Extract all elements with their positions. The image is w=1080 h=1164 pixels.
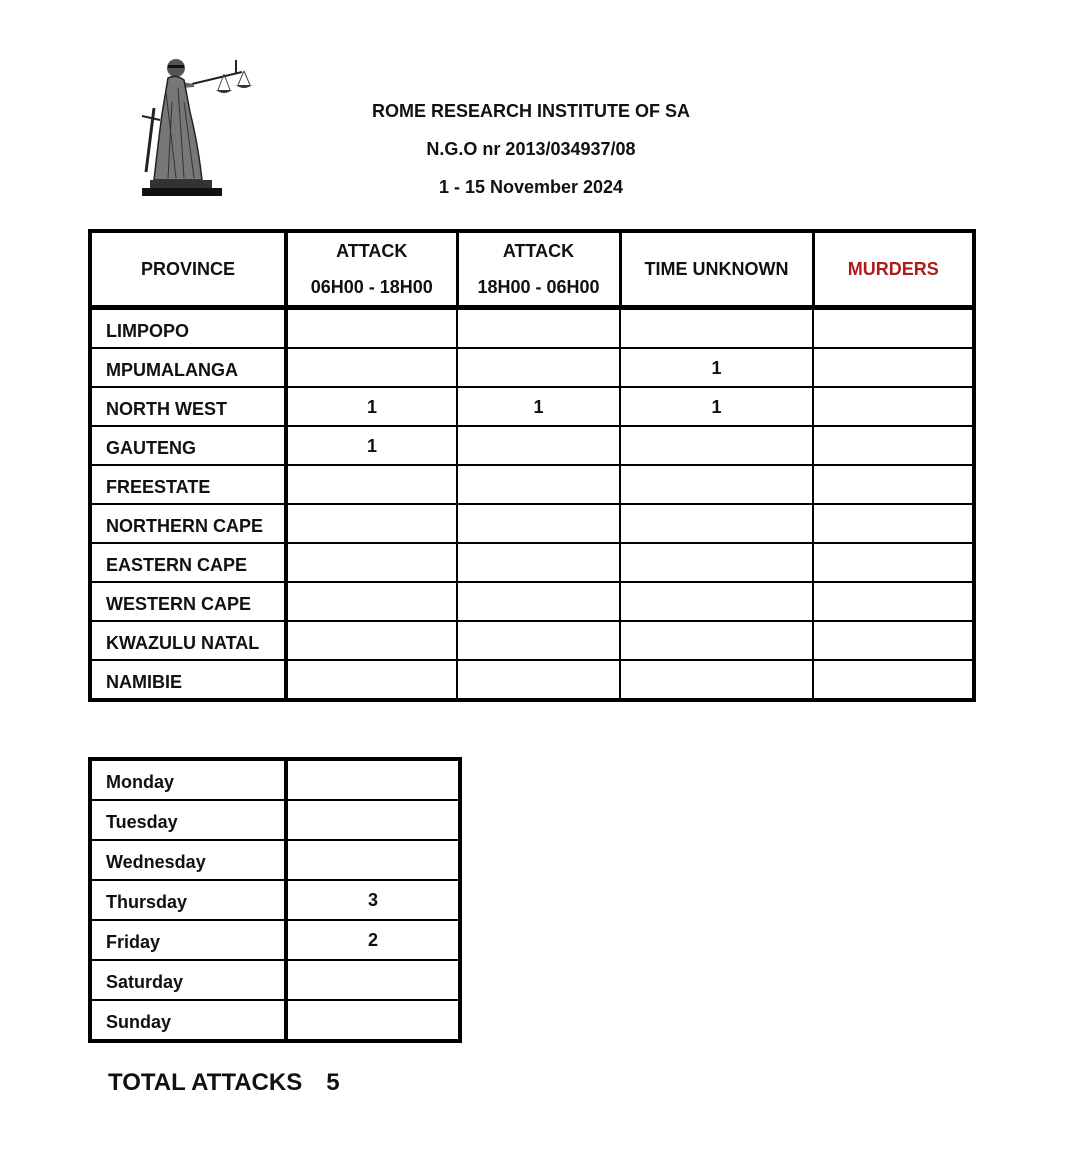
province-name-cell: LIMPOPO <box>90 308 286 349</box>
total-attacks <box>108 1069 340 1097</box>
province-attacks-table <box>88 229 976 702</box>
lady-justice-icon <box>132 52 256 198</box>
province-name-cell: EASTERN CAPE <box>90 543 286 582</box>
column-header-label: ATTACK <box>502 241 575 261</box>
time-unknown-cell <box>620 621 813 660</box>
time-unknown-cell: 1 <box>620 387 813 426</box>
province-name-cell: GAUTENG <box>90 426 286 465</box>
night-attack-cell <box>457 543 620 582</box>
night-attack-cell <box>457 621 620 660</box>
time-unknown-cell <box>620 426 813 465</box>
table-header-row <box>90 231 974 308</box>
province-name-cell: NORTH WEST <box>90 387 286 426</box>
province-name-cell: KWAZULU NATAL <box>90 621 286 660</box>
weekday-count-cell <box>286 1000 460 1041</box>
day-attack-cell: 1 <box>286 387 457 426</box>
table-row <box>90 308 974 349</box>
table-row <box>90 543 974 582</box>
day-attack-cell <box>286 543 457 582</box>
total-attacks-label: TOTAL ATTACKS <box>108 1069 303 1096</box>
murders-column-header <box>813 231 974 308</box>
table-row <box>90 800 460 840</box>
night-attack-cell <box>457 308 620 349</box>
province-name-cell: NORTHERN CAPE <box>90 504 286 543</box>
night-attack-cell <box>457 504 620 543</box>
time-unknown-column-header <box>620 231 813 308</box>
night-attack-cell <box>457 465 620 504</box>
table-row <box>90 880 460 920</box>
time-unknown-cell: 1 <box>620 348 813 387</box>
day-attack-cell <box>286 660 457 700</box>
table-row <box>90 759 460 800</box>
column-header-label: PROVINCE <box>140 258 236 279</box>
murders-cell <box>813 387 974 426</box>
province-column-header <box>90 231 286 308</box>
province-name-cell: NAMIBIE <box>90 660 286 700</box>
night-attack-cell <box>457 348 620 387</box>
table-row <box>90 465 974 504</box>
night-attack-cell <box>457 582 620 621</box>
night-attack-cell: 1 <box>457 387 620 426</box>
weekday-name-cell: Friday <box>90 920 286 960</box>
column-header-time-range: 18H00 - 06H00 <box>477 277 600 297</box>
weekday-name-cell: Sunday <box>90 1000 286 1041</box>
weekday-count-cell <box>286 840 460 880</box>
report-period: 1 - 15 November 2024 <box>438 177 624 197</box>
table-row <box>90 621 974 660</box>
murders-cell <box>813 465 974 504</box>
total-attacks-value: 5 <box>326 1069 340 1096</box>
table-row <box>90 387 974 426</box>
day-attack-cell <box>286 582 457 621</box>
organisation-name: ROME RESEARCH INSTITUTE OF SA <box>371 101 690 121</box>
murders-cell <box>813 504 974 543</box>
weekday-count-cell: 2 <box>286 920 460 960</box>
weekday-name-cell: Monday <box>90 759 286 800</box>
time-unknown-cell <box>620 582 813 621</box>
table-row <box>90 426 974 465</box>
table-row <box>90 1000 460 1041</box>
day-attack-cell: 1 <box>286 426 457 465</box>
table-row <box>90 348 974 387</box>
murders-cell <box>813 621 974 660</box>
time-unknown-cell <box>620 308 813 349</box>
table-row <box>90 504 974 543</box>
column-header-time-range: 06H00 - 18H00 <box>310 277 433 297</box>
weekday-count-cell <box>286 800 460 840</box>
weekday-count-cell <box>286 960 460 1000</box>
time-unknown-cell <box>620 660 813 700</box>
weekday-count-cell: 3 <box>286 880 460 920</box>
time-unknown-cell <box>620 504 813 543</box>
weekday-name-cell: Tuesday <box>90 800 286 840</box>
weekday-attacks-table <box>88 757 462 1043</box>
murders-cell <box>813 660 974 700</box>
day-attack-cell <box>286 308 457 349</box>
ngo-registration-number: N.G.O nr 2013/034937/08 <box>426 139 636 159</box>
column-header-label: TIME UNKNOWN <box>644 258 789 279</box>
night-attack-cell <box>457 660 620 700</box>
province-name-cell: MPUMALANGA <box>90 348 286 387</box>
column-header-label: MURDERS <box>847 258 939 279</box>
weekday-name-cell: Saturday <box>90 960 286 1000</box>
time-unknown-cell <box>620 543 813 582</box>
day-attack-cell <box>286 465 457 504</box>
weekday-name-cell: Thursday <box>90 880 286 920</box>
murders-cell <box>813 308 974 349</box>
murders-cell <box>813 582 974 621</box>
table-row <box>90 660 974 700</box>
weekday-name-cell: Wednesday <box>90 840 286 880</box>
table-row <box>90 920 460 960</box>
day-attack-cell <box>286 504 457 543</box>
day-attack-cell <box>286 348 457 387</box>
table-row <box>90 960 460 1000</box>
murders-cell <box>813 426 974 465</box>
province-name-cell: FREESTATE <box>90 465 286 504</box>
murders-cell <box>813 348 974 387</box>
day-attack-column-header <box>286 231 457 308</box>
murders-cell <box>813 543 974 582</box>
night-attack-column-header <box>457 231 620 308</box>
column-header-label: ATTACK <box>336 241 408 261</box>
weekday-count-cell <box>286 759 460 800</box>
table-row <box>90 840 460 880</box>
night-attack-cell <box>457 426 620 465</box>
day-attack-cell <box>286 621 457 660</box>
table-row <box>90 582 974 621</box>
time-unknown-cell <box>620 465 813 504</box>
province-name-cell: WESTERN CAPE <box>90 582 286 621</box>
